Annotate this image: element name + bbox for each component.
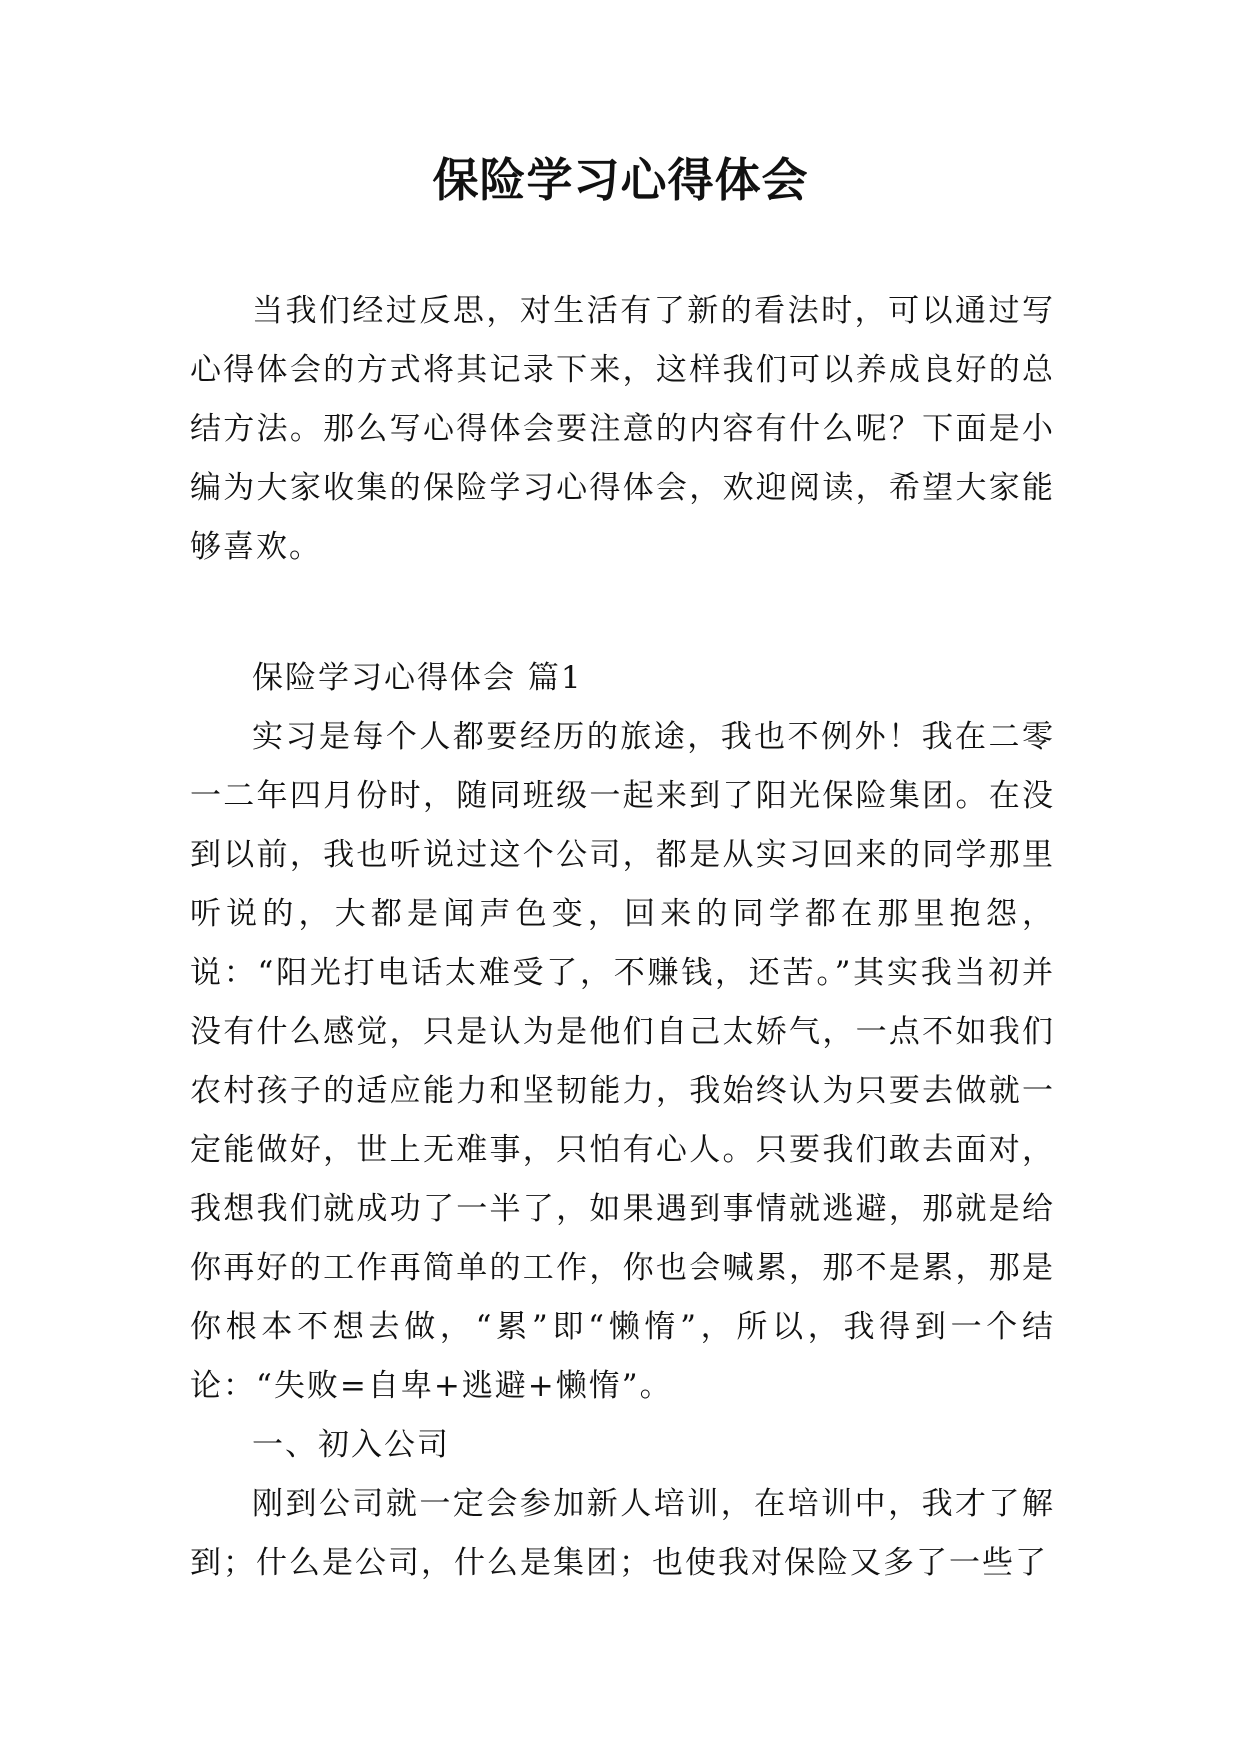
document-title: 保险学习心得体会 — [432, 153, 809, 207]
subsection-heading-1: 一、初入公司 — [252, 1427, 450, 1463]
document-body — [190, 282, 1055, 1593]
body-paragraph-1: 实习是每个人都要经历的旅途，我也不例外！我在二零一二年四月份时，随同班级一起来到了阳光保险集团。在没到以前，我也听说过这个公司，都是从实习回来的同学那里听说的，大都是闻声色变，回来的同学都在那里抱怨，说：“阳光打电话太难受了，不赚钱，还苦。”其实我当初并没有什么感觉，只是认为是他们自己太娇气，一点不如我们农村孩子的适应能力和坚韧能力，我始终认为只要去做就一定能做好，世上无难事，只怕有心人。只要我们敢去面对，我想我们就成功了一半了，如果遇到事情就逃避，那就是给你再好的工作再简单的工作，你也会喊累，那不是累，那是你根本不想去做，“累”即“懒惰”，所以，我得到一个结论：“失败=自卑+逃避+懒惰”。 — [190, 719, 1055, 1404]
intro-paragraph: 当我们经过反思，对生活有了新的看法时，可以通过写心得体会的方式将其记录下来，这样我们可以养成良好的总结方法。那么写心得体会要注意的内容有什么呢？下面是小编为大家收集的保险学习心得体会，欢迎阅读，希望大家能够喜欢。 — [190, 293, 1055, 565]
section-heading-part1: 保险学习心得体会 篇1 — [252, 660, 583, 696]
body-paragraph-2: 刚到公司就一定会参加新人培训，在培训中，我才了解到；什么是公司，什么是集团；也使我对保险又多了一些了 — [190, 1486, 1055, 1581]
